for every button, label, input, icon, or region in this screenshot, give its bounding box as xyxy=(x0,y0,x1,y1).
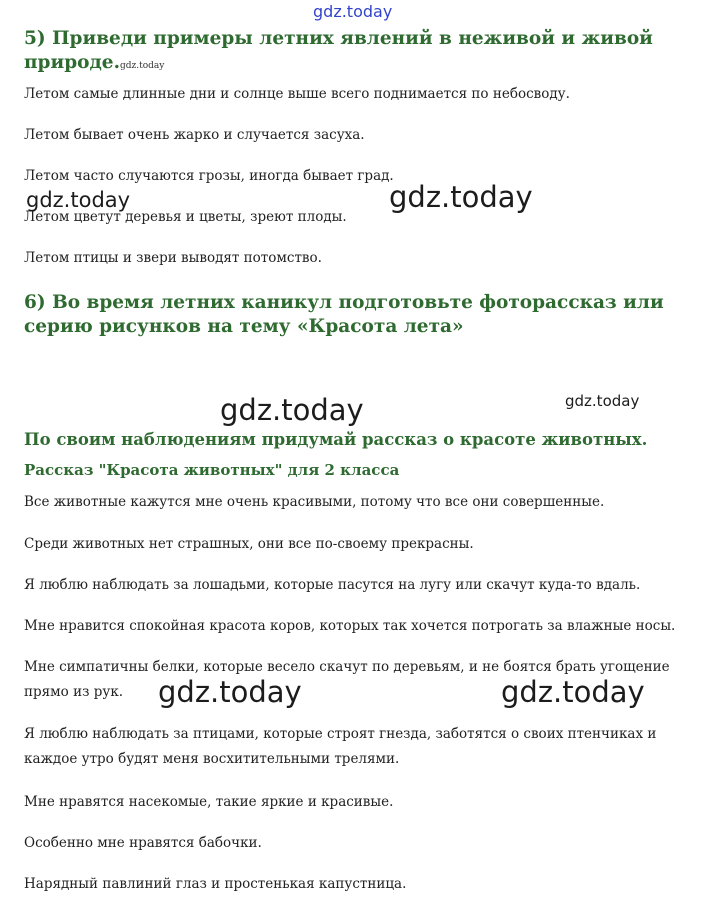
watermark: gdz.today xyxy=(501,675,645,709)
paragraph: Летом часто случаются грозы, иногда бывает град. xyxy=(24,168,394,184)
watermark: gdz.today xyxy=(565,392,640,410)
paragraph: Среди животных нет страшных, они все по-своему прекрасны. xyxy=(24,536,474,552)
paragraph: Я люблю наблюдать за лошадьми, которые пасутся на лугу или скачут куда-то вдаль. xyxy=(24,577,641,593)
section-5-heading-text: 5) Приведи примеры летних явлений в неживой и живой природе. xyxy=(24,28,653,73)
paragraph: Я люблю наблюдать за птицами, которые строят гнезда, заботятся о своих птенчиках и каждое утро будят меня восхитительными трелями. xyxy=(24,726,657,767)
watermark: gdz.today xyxy=(26,188,131,212)
paragraph: Мне симпатичны белки, которые весело скачут по деревьям, и не боятся брать угощение прямо из рук. xyxy=(24,659,670,700)
watermark: gdz.today xyxy=(220,393,364,427)
story-heading: По своим наблюдениям придумай рассказ о красоте животных. xyxy=(24,430,648,449)
section-5-heading xyxy=(24,27,689,78)
paragraph: Летом цветут деревья и цветы, зреют плоды. xyxy=(24,209,347,225)
watermark: gdz.today xyxy=(158,675,302,709)
paragraph: Летом самые длинные дни и солнце выше всего поднимается по небосводу. xyxy=(24,86,570,102)
paragraph: Все животные кажутся мне очень красивыми, потому что все они совершенные. xyxy=(24,494,605,510)
paragraph: Мне нравится спокойная красота коров, которых так хочется потрогать за влажные носы. xyxy=(24,618,676,634)
story-subheading: Рассказ "Красота животных" для 2 класса xyxy=(24,461,400,479)
watermark-inline: gdz.today xyxy=(120,61,165,71)
paragraph: Летом птицы и звери выводят потомство. xyxy=(24,250,322,266)
watermark: gdz.today xyxy=(389,180,533,214)
paragraph: Особенно мне нравятся бабочки. xyxy=(24,835,262,851)
paragraph: Мне нравятся насекомые, такие яркие и красивые. xyxy=(24,794,394,810)
section-6-heading: 6) Во время летних каникул подготовьте фоторассказ или серию рисунков на тему «Красота лета» xyxy=(24,292,664,337)
paragraph: Нарядный павлиний глаз и простенькая капустница. xyxy=(24,876,407,892)
paragraph: Летом бывает очень жарко и случается засуха. xyxy=(24,127,365,143)
watermark-top: gdz.today xyxy=(313,2,393,21)
